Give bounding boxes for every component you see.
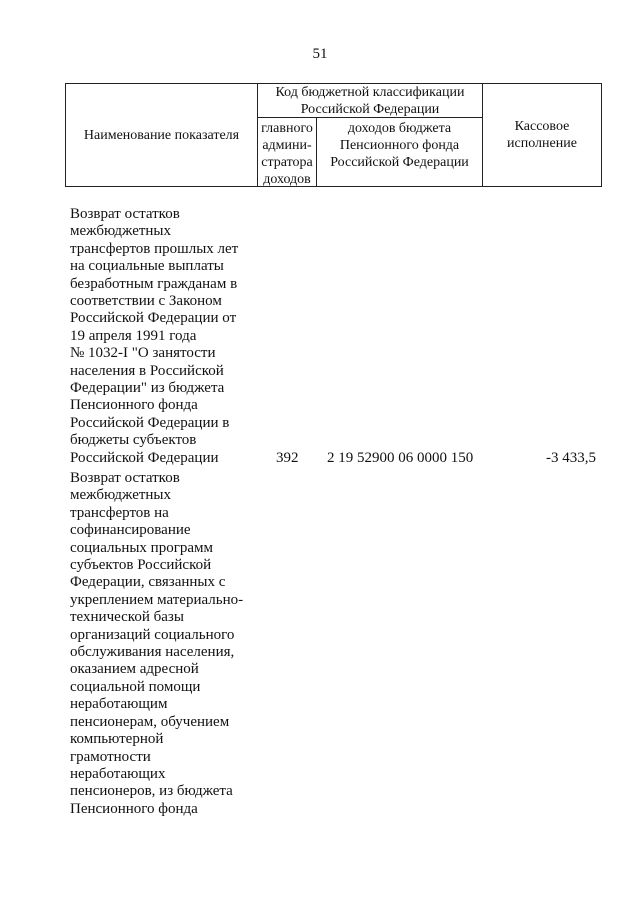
column-header-execution: Кассовое исполнение bbox=[507, 119, 577, 151]
column-header-name: Наименование показателя bbox=[66, 84, 258, 186]
row-amount: -3 433,5 bbox=[546, 450, 596, 466]
column-header-admin: главного админи-стратора доходов bbox=[258, 118, 317, 186]
column-header-code-group: Код бюджетной классификации Российской Федерации bbox=[258, 84, 483, 118]
row-income-code: 2 19 52900 06 0000 150 bbox=[327, 450, 474, 466]
row-admin-code: 392 bbox=[276, 450, 299, 466]
row-name: Возврат остатков межбюджетных трансфертов прошлых лет на социальные выплаты безработным гражданам в соответствии с Законом Российской Федерации от 19 апреля 1991 года № 1032-I "О занятости населения в Российской Федерации" из бюджета Пенсионного фонда Российской Федерации в бюджеты субъектов Российской Федерации bbox=[70, 206, 239, 466]
table-header bbox=[65, 83, 602, 187]
page-number: 51 bbox=[312, 46, 328, 62]
row-name: Возврат остатков межбюджетных трансфертов на софинансирование социальных программ субъектов Российской Федерации, связанных с укреплением материально- технической базы организаций социального обслуживания населения, оказанием адресной социальной помощи неработающим пенсионерам, обучением компьютерной грамотности неработающих пенсионеров, из бюджета Пенсионного фонда bbox=[70, 470, 244, 817]
column-header-income: доходов бюджета Пенсионного фонда Российской Федерации bbox=[317, 118, 483, 186]
